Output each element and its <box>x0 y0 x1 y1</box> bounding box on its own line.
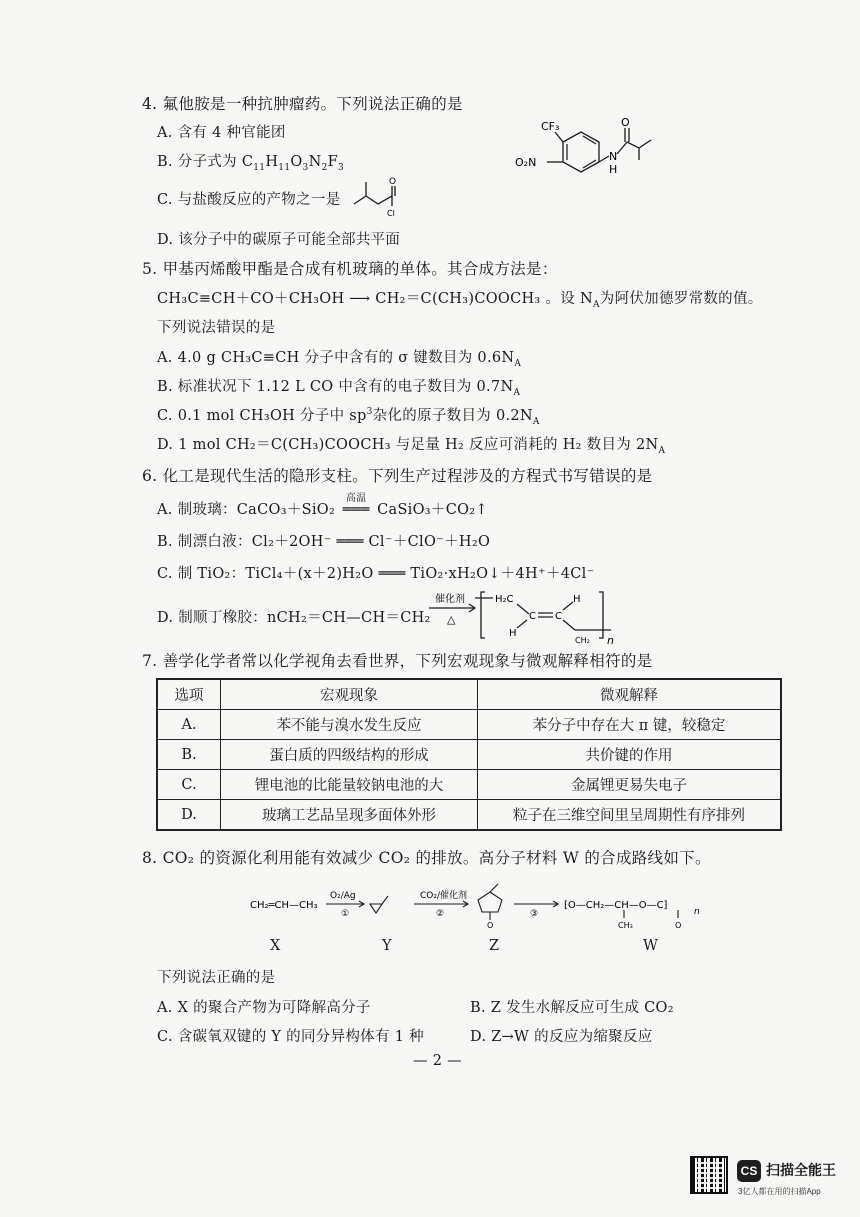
q5-stem: 5. 甲基丙烯酸甲酯是合成有机玻璃的单体。其合成方法是： <box>142 260 558 278</box>
table-cell: 共价键的作用 <box>478 740 782 770</box>
header-micro: 微观解释 <box>478 679 782 710</box>
table-cell: 苯不能与溴水发生反应 <box>221 710 478 740</box>
h2c-label: H₂C <box>495 594 514 605</box>
nitro-label: O₂N <box>515 156 537 169</box>
label-z: Z <box>489 938 500 954</box>
q5-option-a: A. 4.0 g CH₃C≡CH 分子中含有的 σ 键数目为 $0.6N_A$ <box>157 350 522 369</box>
label-w: W <box>643 938 659 954</box>
q8-option-d: D. Z→W 的反应为缩聚反应 <box>470 1029 653 1045</box>
q6-stem: 6. 化工是现代生活的隐形支柱。下列生产过程涉及的方程式书写错误的是 <box>142 467 653 485</box>
step1-number: ① <box>341 909 350 919</box>
table-cell: 苯分子中存在大 π 键，较稳定 <box>478 710 782 740</box>
q4-option-a: A. 含有 4 种官能团 <box>157 125 286 141</box>
q4-option-b: B. 分子式为 $C_{11}H_{11}O_3N_2F_3$ <box>157 154 345 173</box>
label-y: Y <box>382 938 392 954</box>
table-header-row <box>157 679 781 710</box>
q6-option-b: B. 制漂白液：Cl₂＋2OH⁻ ═══ Cl⁻＋ClO⁻＋H₂O <box>157 534 491 550</box>
table-cell: 金属锂更易失电子 <box>478 770 782 800</box>
w-n: n <box>694 907 700 917</box>
w-methyl: CH₃ <box>618 921 633 930</box>
x-formula: CH₂═CH—CH₃ <box>250 900 318 911</box>
q7-table <box>156 678 782 831</box>
q6-option-d: D. 制顺丁橡胶：nCH₂＝CH—CH＝CH₂ <box>157 610 431 626</box>
q8-stem: 8. CO₂ 的资源化利用能有效减少 CO₂ 的排放。高分子材料 W 的合成路线如下。 <box>142 849 711 867</box>
q4-stem: 4. 氟他胺是一种抗肿瘤药。下列说法正确的是 <box>142 95 463 113</box>
z-carbonyl-o: O <box>487 921 494 930</box>
q5-equation: CH₃C≡CH＋CO＋CH₃OH ⟶ CH₂＝C(CH₃)COOCH₃ 。设 $N_A$为阿伏加德罗常数的值。 <box>157 291 763 310</box>
q4-option-d: D. 该分子中的碳原子可能全部共平面 <box>157 232 401 248</box>
watermark-subtitle: 3亿人都在用的扫描App <box>738 1187 821 1196</box>
q8-option-b: B. Z 发生水解反应可生成 CO₂ <box>470 1000 674 1016</box>
table-cell: D. <box>157 800 221 831</box>
header-option: 选项 <box>157 679 221 710</box>
watermark-title: 扫描全能王 <box>766 1162 836 1178</box>
qr-code <box>690 1156 728 1194</box>
label-x: X <box>270 938 281 954</box>
table-row <box>157 800 781 831</box>
alkene-c2-label: C <box>555 611 562 622</box>
w-carbonyl-o: O <box>675 921 682 930</box>
table-cell: C. <box>157 770 221 800</box>
acyl-cl-label: Cl <box>387 209 395 218</box>
q4-option-c: C. 与盐酸反应的产物之一是 <box>157 192 341 208</box>
w-formula: ⁅O—CH₂—CH—O—C⁆ <box>564 900 668 911</box>
q7-stem: 7. 善学化学者常以化学视角去看世界，下列宏观现象与微观解释相符的是 <box>142 652 653 670</box>
header-macro: 宏观现象 <box>221 679 478 710</box>
q5-option-c: C. 0.1 mol CH₃OH 分子中 $sp^3$杂化的原子数目为 $0.2N_A$ <box>157 407 540 427</box>
acyl-o-label: O <box>389 177 397 187</box>
amide-n-label: N <box>609 150 618 163</box>
ch2-label: CH₂ <box>575 636 590 645</box>
q5-option-b: B. 标准状况下 1.12 L CO 中含有的电子数目为 $0.7N_A$ <box>157 379 521 398</box>
alkene-h1-label: H <box>509 628 517 639</box>
polymer-n-label: n <box>607 634 614 646</box>
table-row <box>157 740 781 770</box>
table-cell: 粒子在三维空间里呈周期性有序排列 <box>478 800 782 831</box>
step2-number: ② <box>436 909 445 919</box>
alkene-h2-label: H <box>573 594 581 605</box>
q6-option-a: A. 制玻璃：CaCO₃＋SiO₂ 高温 ═══ CaSiO₃＋CO₂↑ <box>157 493 488 518</box>
table-row <box>157 770 781 800</box>
table-cell: A. <box>157 710 221 740</box>
table-cell: 蛋白质的四级结构的形成 <box>221 740 478 770</box>
table-cell: 玻璃工艺品呈现多面体外形 <box>221 800 478 831</box>
table-row <box>157 710 781 740</box>
catalyst-label: 催化剂 <box>435 594 465 605</box>
q6-option-c: C. 制 TiO₂：TiCl₄＋(x＋2)H₂O ═══ TiO₂·xH₂O↓＋4H⁺＋4Cl⁻ <box>157 566 595 582</box>
carbonyl-o-label: O <box>621 118 630 129</box>
q8-option-a: A. X 的聚合产物为可降解高分子 <box>157 1000 371 1016</box>
cf3-label: CF₃ <box>541 120 560 133</box>
q8-ask: 下列说法正确的是 <box>157 970 276 986</box>
heat-label: △ <box>447 613 456 626</box>
polybutadiene-structure <box>425 588 625 646</box>
flutamide-structure <box>505 118 665 190</box>
q5-ask: 下列说法错误的是 <box>157 320 276 336</box>
amide-h-label: H <box>609 163 618 176</box>
acyl-chloride-structure <box>350 174 410 218</box>
step3-number: ③ <box>530 909 539 919</box>
page-number: — 2 — <box>413 1053 462 1069</box>
cs-logo-badge: CS <box>737 1160 761 1182</box>
table-cell: B. <box>157 740 221 770</box>
step1-reagent: O₂/Ag <box>330 891 356 901</box>
table-cell: 锂电池的比能量较钠电池的大 <box>221 770 478 800</box>
q5-option-d: D. 1 mol CH₂＝C(CH₃)COOCH₃ 与足量 H₂ 反应可消耗的 H₂ 数目为 $2N_A$ <box>157 437 666 456</box>
alkene-c1-label: C <box>529 611 536 622</box>
q8-option-c: C. 含碳氧双键的 Y 的同分异构体有 1 种 <box>157 1029 424 1045</box>
step2-reagent: CO₂/催化剂 <box>420 891 468 901</box>
